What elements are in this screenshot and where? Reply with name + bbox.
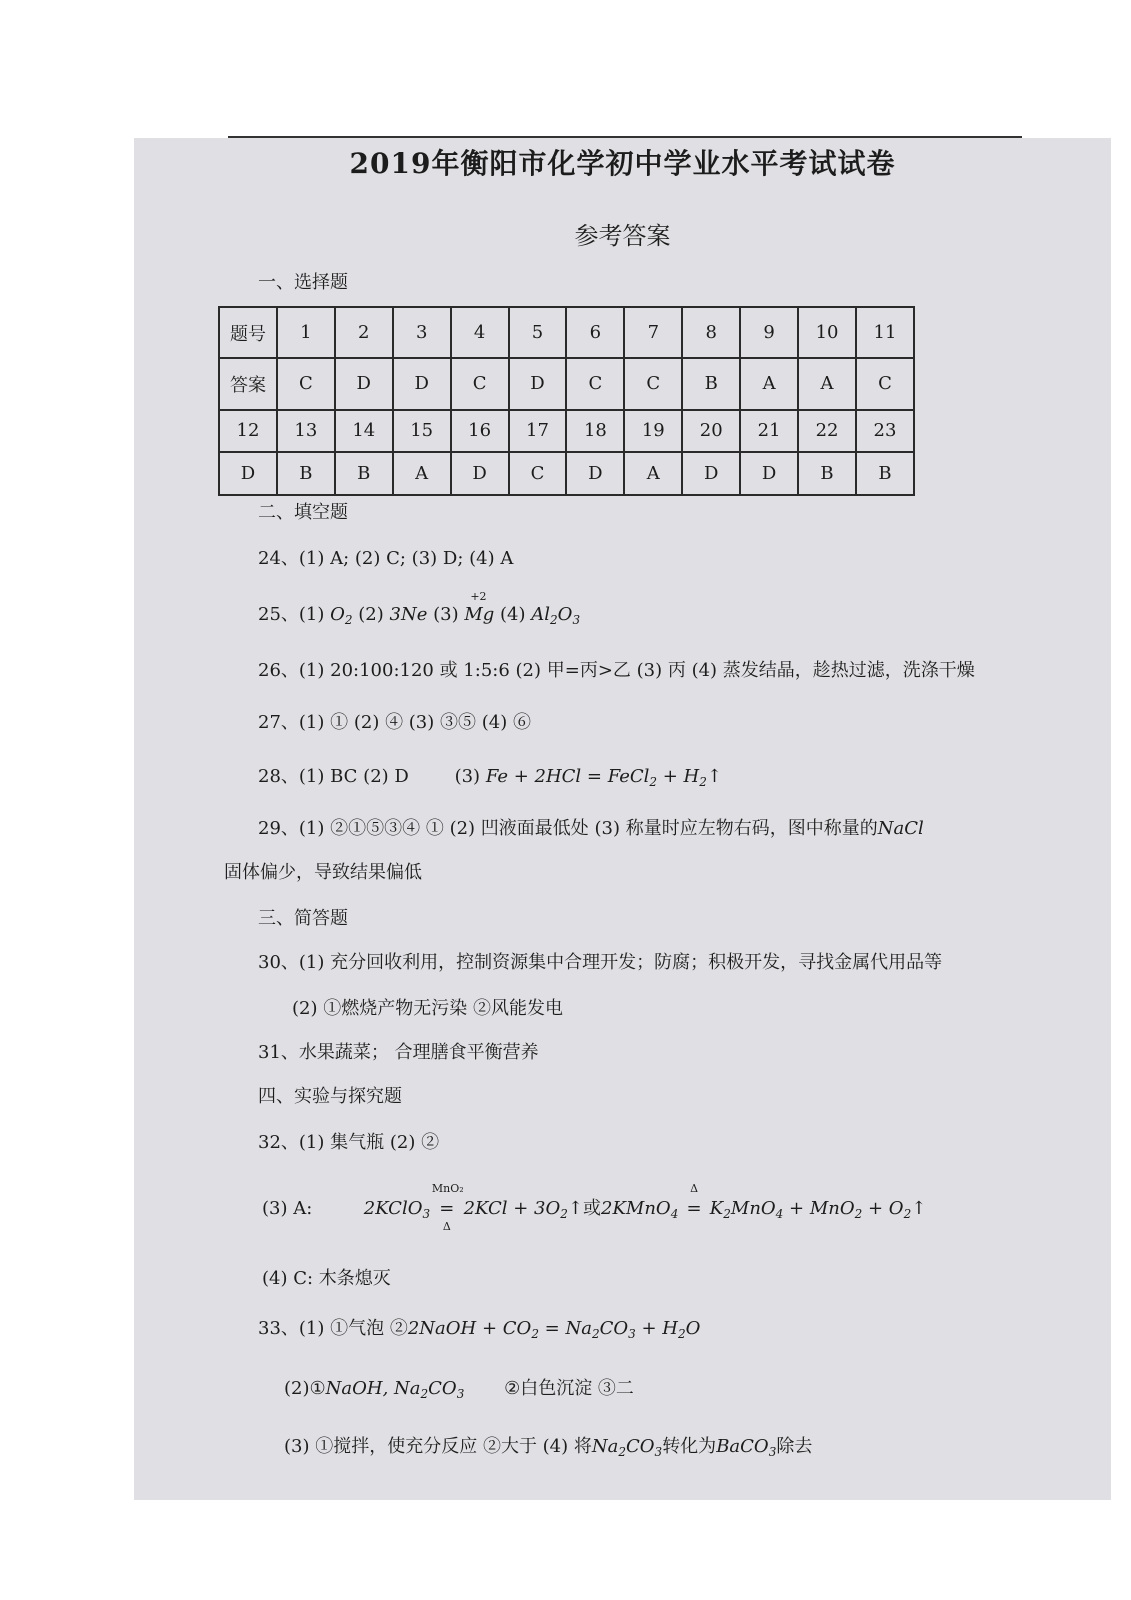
table-cell: A [393,452,451,495]
table-cell: D [509,358,567,409]
q29-formula-nacl: NaCl [877,818,924,839]
q25-valence-mark: +2 [470,590,487,603]
q33-convert-word: 转化为 [662,1436,717,1457]
answer-q33-part3 [284,1432,812,1459]
section-heading-fill: 二、填空题 [258,502,348,523]
table-cell: C [566,358,624,409]
table-cell: C [509,452,567,495]
answer-q25 [258,590,581,627]
answer-table [218,306,915,496]
answer-q32-part1: 32、(1) 集气瓶 (2) ② [258,1132,440,1153]
q33-part2-label: (2)① [284,1378,326,1399]
table-cell: 3 [393,307,451,358]
table-cell: 21 [740,410,798,453]
table-cell: A [740,358,798,409]
table-cell: 15 [393,410,451,453]
q32-products-1: $2KCl + 3O_2↑$ [463,1198,583,1221]
q32-heat-mark-1: Δ [442,1220,451,1233]
q32-eq-sign-1: MnO₂ = Δ [431,1182,464,1233]
answer-q30-part1: 30、(1) 充分回收利用，控制资源集中合理开发；防腐；积极开发，寻找金属代用品等 [258,952,943,973]
table-cell: C [624,358,682,409]
q25-formula-o2: $O_2$ [330,604,353,627]
table-cell: 答案 [219,358,277,409]
section-heading-experiment: 四、实验与探究题 [258,1086,402,1107]
q33-part3-text: (3) ①搅拌，使充分反应 ②大于 (4) 将 [284,1436,592,1457]
table-cell: 10 [798,307,856,358]
table-cell: 22 [798,410,856,453]
answer-q32-part4: (4) C: 木条熄灭 [262,1268,391,1289]
table-cell: 14 [335,410,393,453]
q32-eq-sign-2: Δ = [686,1182,702,1219]
q32-heat-mark-2: Δ [690,1182,699,1195]
table-cell: C [856,358,914,409]
table-row [219,410,914,453]
q33-part1-label: 33、(1) ①气泡 ② [258,1318,408,1339]
answer-q33-part2 [284,1374,634,1401]
table-row [219,358,914,409]
page-subtitle: 参考答案 [574,222,671,250]
table-cell: 19 [624,410,682,453]
q33-solutes: NaOH, $Na_2CO_3$ [325,1378,465,1401]
q25-formula-al2o3: $Al_2O_3$ [531,604,581,627]
answer-q29 [258,814,924,840]
q25-formula-3ne: 3Ne [389,604,428,625]
q32-kclo3: 2KClO$_3$ [363,1198,431,1221]
q25-part4-label: (4) [500,604,526,625]
table-cell: 12 [219,410,277,453]
table-cell: 5 [509,307,567,358]
q32-catalyst-label: MnO₂ [431,1182,464,1195]
q33-part2-rest: ②白色沉淀 ③二 [504,1378,634,1399]
q25-part2-label: (2) [358,604,384,625]
table-cell: 16 [451,410,509,453]
q25-part1-label: 25、(1) [258,604,325,625]
top-rule [228,136,1022,138]
table-cell: D [219,452,277,495]
q25-formula-mg: Mg [464,604,495,625]
q33-baco3: BaCO$_3$ [716,1436,777,1459]
table-cell: 11 [856,307,914,358]
table-cell: B [277,452,335,495]
answer-q29-cont: 固体偏少，导致结果偏低 [224,862,422,883]
table-cell: 4 [451,307,509,358]
page-title: 2019年衡阳市化学初中学业水平考试试卷 [349,147,896,180]
answer-q33-part1 [258,1314,700,1341]
q32-part3-label: (3) A: [262,1198,313,1219]
answer-q26: 26、(1) 20:100:120 或 1:5:6 (2) 甲=丙>乙 (3) 丙 (4) 蒸发结晶，趁热过滤，洗涤干燥 [258,660,975,681]
q32-products-2: $K_2MnO_4 + MnO_2$ + $O_2↑$ [709,1198,927,1221]
q33-na2co3: $Na_2CO_3$ [591,1436,663,1459]
table-cell: D [740,452,798,495]
table-cell: D [682,452,740,495]
answer-q32-part3 [262,1182,927,1233]
table-cell: 7 [624,307,682,358]
table-cell: 2 [335,307,393,358]
q25-mg-valence [464,590,495,625]
table-cell: A [798,358,856,409]
q28-part3-label: (3) [454,766,481,787]
table-cell: D [393,358,451,409]
answer-q31: 31、水果蔬菜； 合理膳食平衡营养 [258,1042,539,1063]
q25-part3-label: (3) [433,604,459,625]
table-cell: C [277,358,335,409]
table-cell: B [335,452,393,495]
table-cell: D [566,452,624,495]
table-cell: B [798,452,856,495]
table-cell: C [451,358,509,409]
table-cell: 23 [856,410,914,453]
table-cell: 17 [509,410,567,453]
table-cell: 6 [566,307,624,358]
answer-q30-part2: (2) ①燃烧产物无污染 ②风能发电 [292,998,563,1019]
table-cell: D [335,358,393,409]
q28-equation: Fe + 2HCl = FeCl$_2$ + $H_2↑$ [485,766,722,789]
section-heading-choice: 一、选择题 [258,272,348,293]
q32-or: 或 [583,1198,601,1219]
table-row [219,307,914,358]
q33-remove-word: 除去 [776,1436,813,1457]
table-cell: 9 [740,307,798,358]
table-cell: B [682,358,740,409]
answer-q24: 24、(1) A; (2) C; (3) D; (4) A [258,548,514,569]
answer-q28 [258,762,722,789]
answer-q27: 27、(1) ① (2) ④ (3) ③⑤ (4) ⑥ [258,712,531,733]
table-cell: 18 [566,410,624,453]
table-cell: 13 [277,410,335,453]
q28-parts-label: 28、(1) BC (2) D [258,766,409,787]
table-cell: 20 [682,410,740,453]
table-cell: D [451,452,509,495]
table-cell: B [856,452,914,495]
q29-text: 29、(1) ②①⑤③④ ① (2) 凹液面最低处 (3) 称量时应左物右码，图中称量的 [258,818,878,839]
section-heading-short: 三、简答题 [258,908,348,929]
table-cell: A [624,452,682,495]
q33-equation: 2NaOH + $CO_2 = Na_2CO_3 + H_2O$ [407,1318,701,1341]
table-row [219,452,914,495]
q32-kmno4: 2KMnO$_4$ [601,1198,679,1221]
table-cell: 8 [682,307,740,358]
table-cell: 1 [277,307,335,358]
table-cell: 题号 [219,307,277,358]
